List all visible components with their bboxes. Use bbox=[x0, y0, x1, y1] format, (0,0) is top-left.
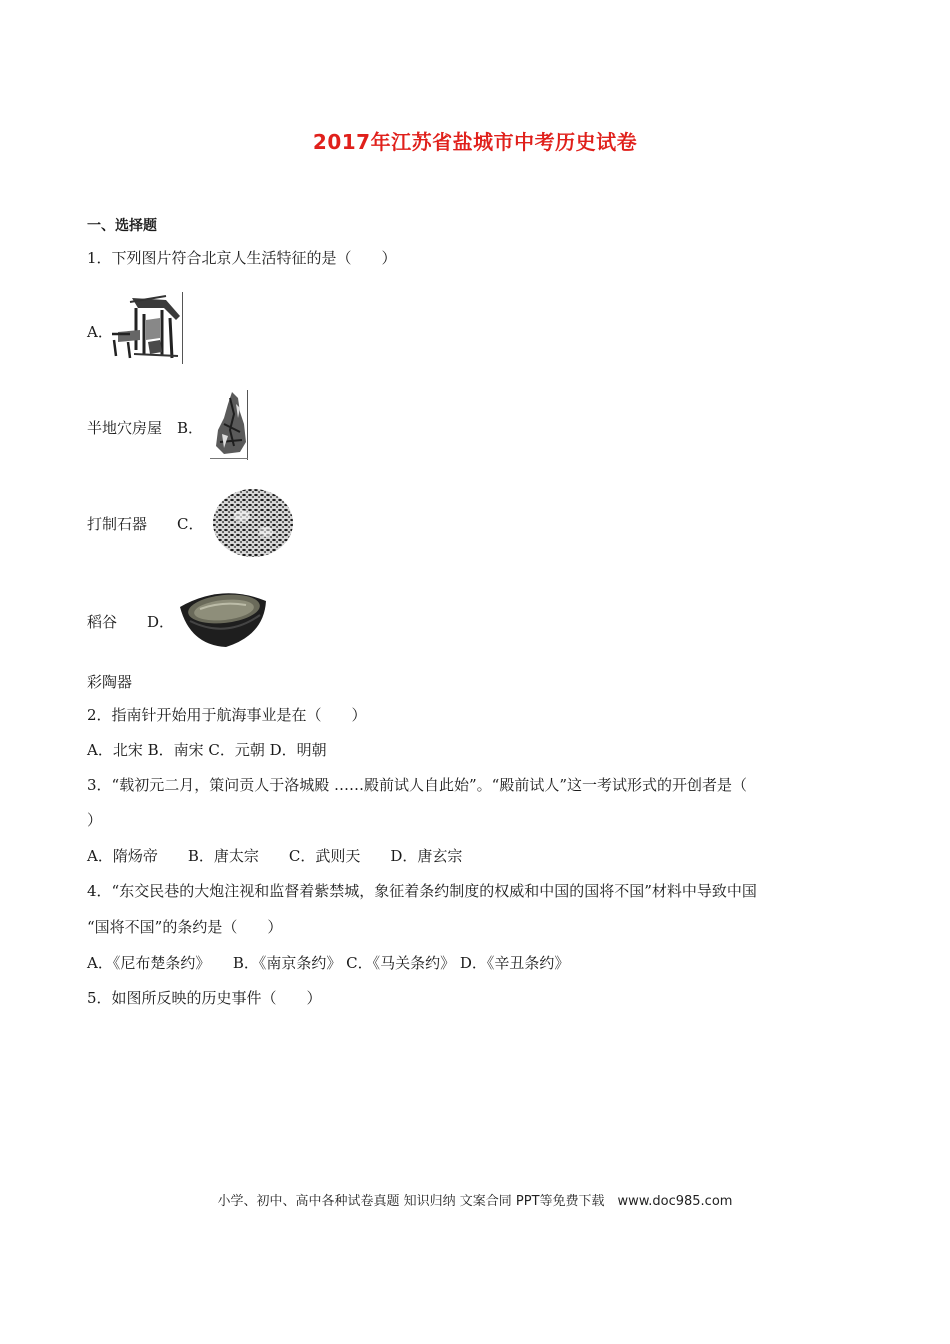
painted-pottery-bowl-image bbox=[176, 585, 270, 651]
question-4-stem-line1: 4．“东交民巷的大炮注视和监督着紫禁城，象征着条约制度的权威和中国的国将不国”材料中导致中国 bbox=[87, 882, 757, 900]
question-2-stem: 2．指南针开始用于航海事业是在（ ） bbox=[87, 706, 367, 724]
page-footer: 小学、初中、高中各种试卷真题 知识归纳 文案合同 PPT等免费下载 www.doc985.com bbox=[217, 1194, 733, 1209]
house-sketch-image bbox=[110, 290, 184, 364]
page-title: 2017年江苏省盐城市中考历史试卷 bbox=[312, 130, 638, 154]
question-1-caption-a-label-b: 半地穴房屋 B． bbox=[87, 419, 204, 437]
question-4-stem-line2: “国将不国”的条约是（ ） bbox=[87, 918, 283, 936]
question-1-caption-d: 彩陶器 bbox=[87, 673, 133, 691]
question-3-stem-line1: 3．“载初元二月，策问贡人于洛城殿 ……殿前试人自此始”。“殿前试人”这一考试形式的开创者是（ bbox=[87, 776, 747, 794]
question-5-stem: 5．如图所反映的历史事件（ ） bbox=[87, 989, 322, 1007]
question-1-caption-b-label-c: 打制石器 C． bbox=[87, 515, 204, 533]
question-1-label-a: A． bbox=[87, 323, 113, 341]
question-1-stem: 1．下列图片符合北京人生活特征的是（ ） bbox=[87, 249, 397, 267]
question-1-caption-c-label-d: 稻谷 D． bbox=[87, 613, 175, 631]
question-4-options: A．《尼布楚条约》 B．《南京条约》 C．《马关条约》 D．《辛丑条约》 bbox=[87, 954, 570, 972]
grain-pile-image bbox=[212, 488, 294, 558]
question-3-options: A．隋炀帝 B．唐太宗 C．武则天 D．唐玄宗 bbox=[87, 847, 463, 865]
section-heading: 一、选择题 bbox=[87, 218, 157, 234]
stone-tool-image bbox=[210, 390, 250, 460]
question-2-options: A．北宋 B．南宋 C．元朝 D．明朝 bbox=[87, 741, 327, 759]
question-3-stem-line2: ） bbox=[87, 811, 103, 829]
